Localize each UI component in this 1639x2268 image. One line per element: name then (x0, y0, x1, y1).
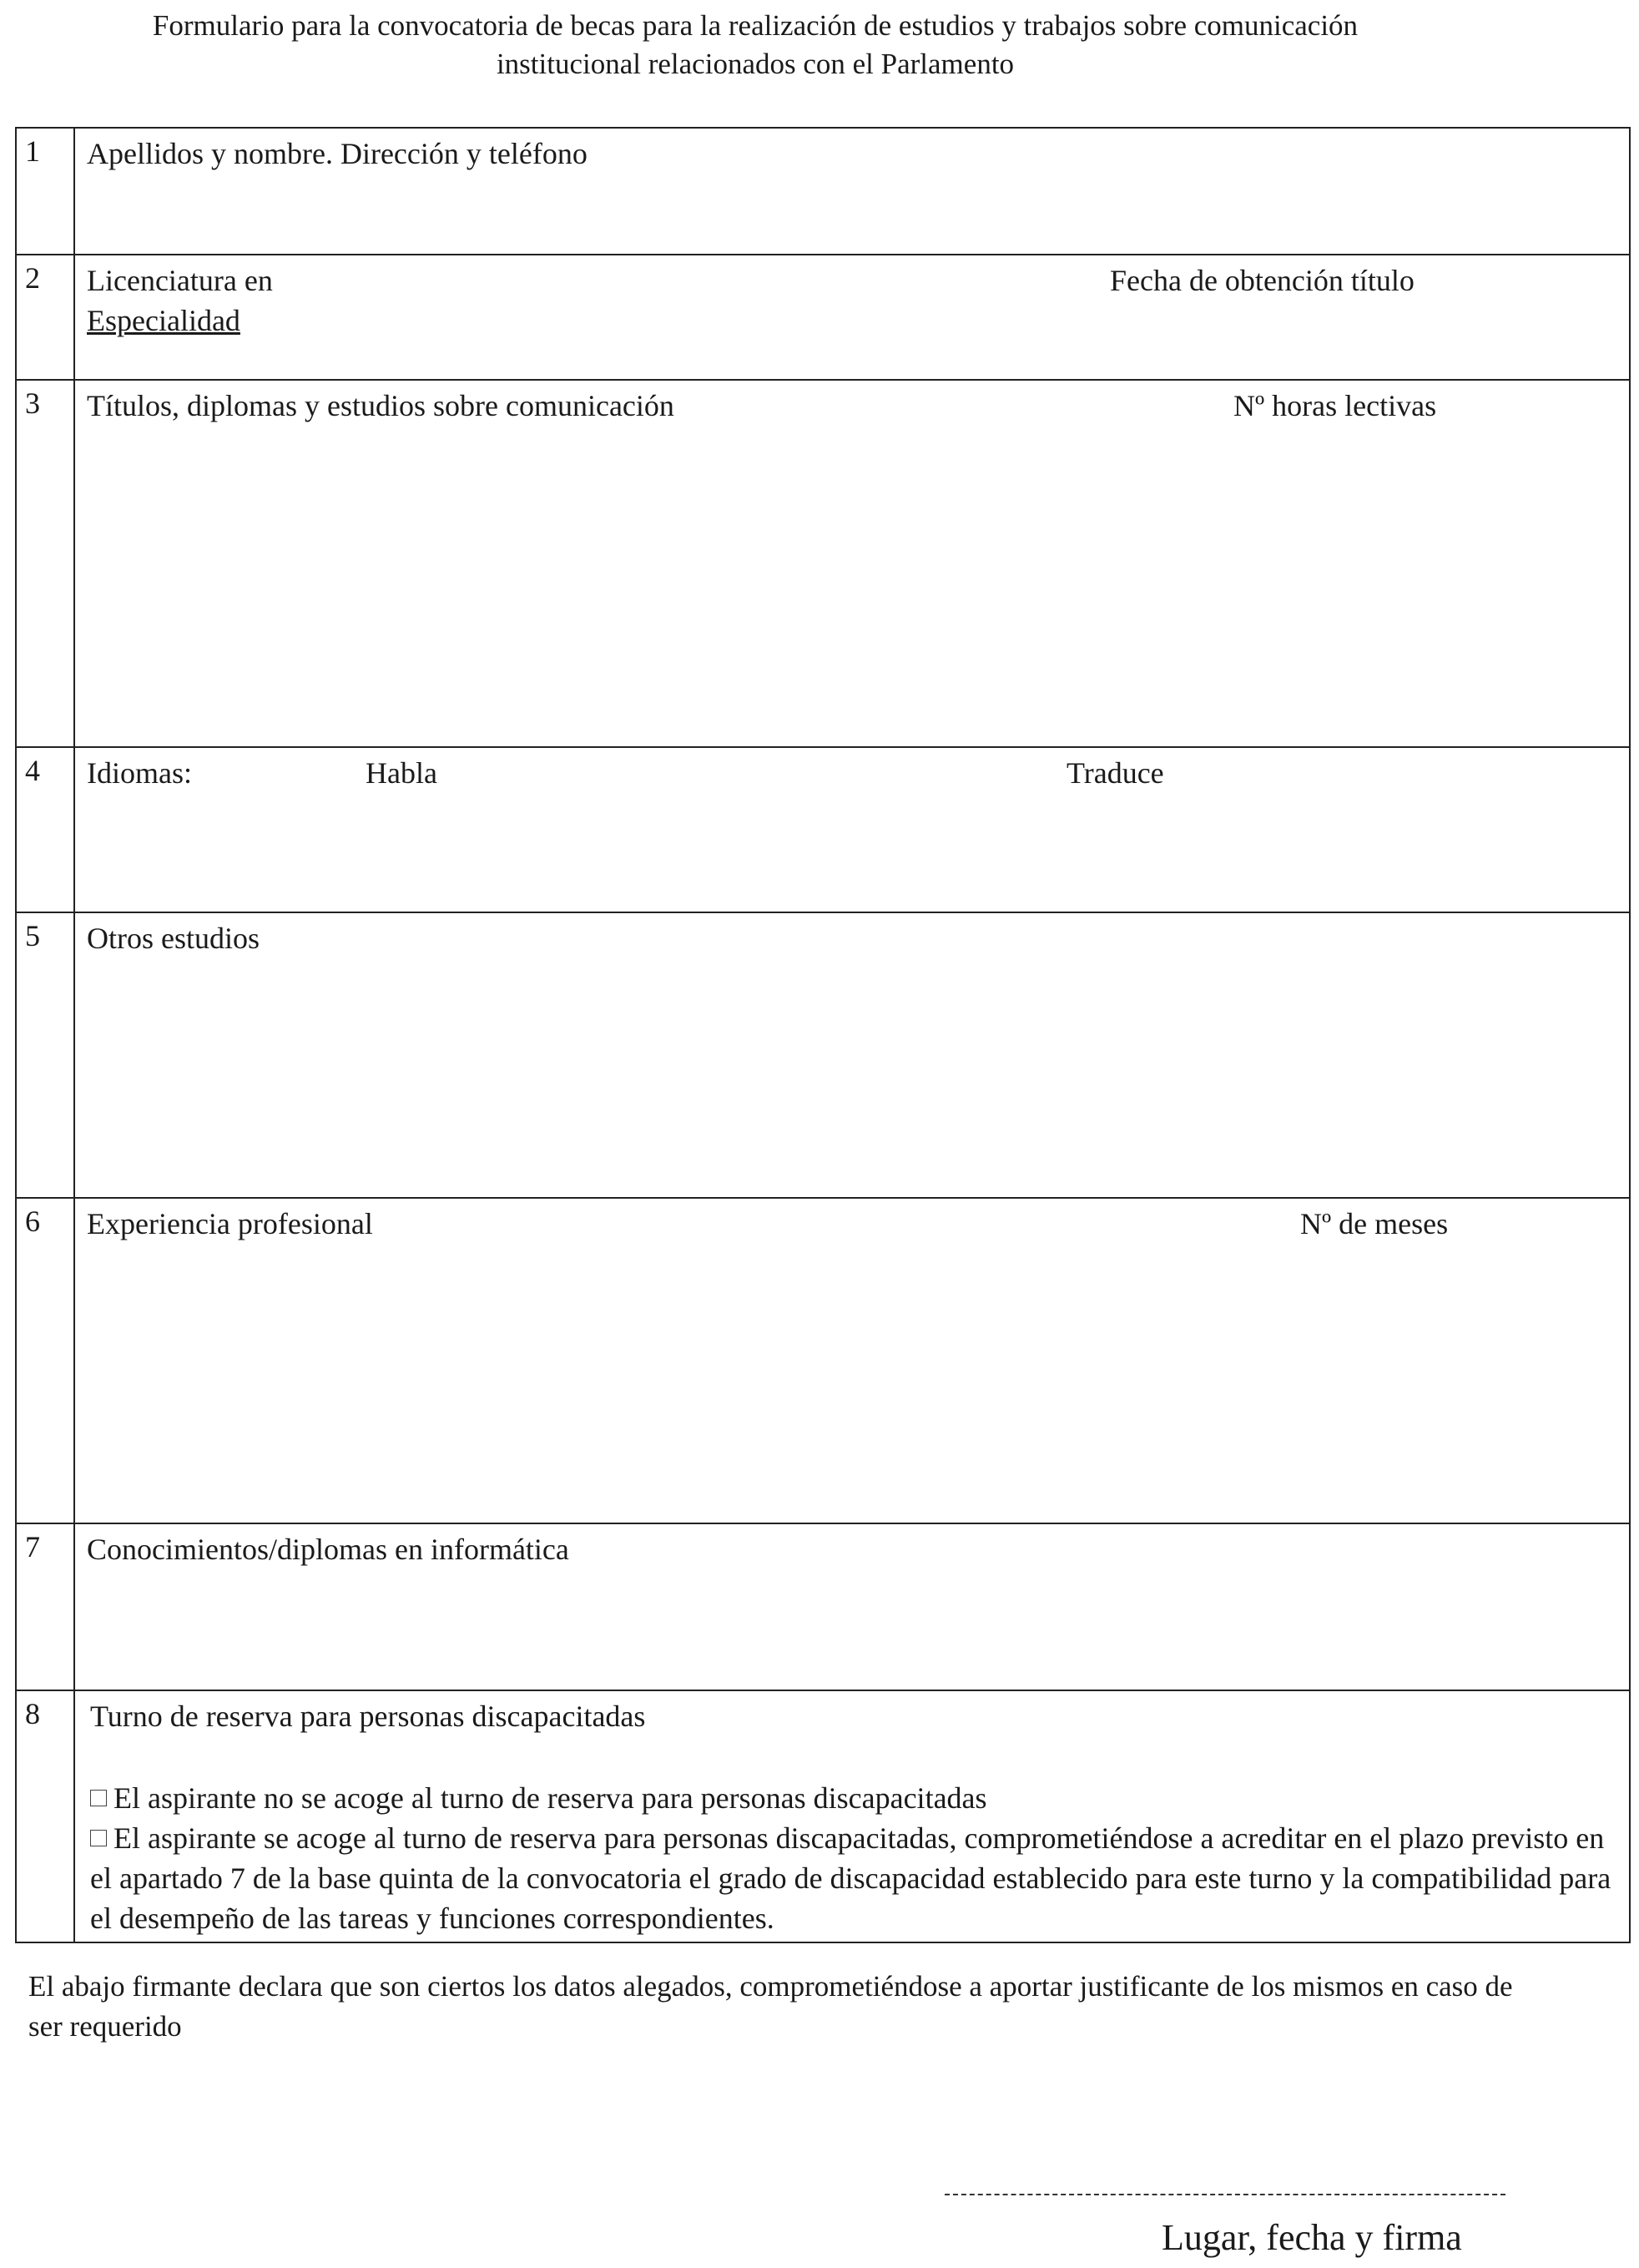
form-title (17, 7, 1494, 83)
row-content[interactable] (87, 129, 1619, 254)
form-row-8 (17, 1691, 1629, 1943)
row-number: 3 (17, 381, 75, 746)
months-label: Nº de meses (1300, 1207, 1449, 1240)
row-number: 5 (17, 913, 75, 1197)
row-number: 7 (17, 1524, 75, 1690)
reserve-option-no[interactable] (90, 1778, 1616, 1818)
row-content[interactable] (87, 1199, 1619, 1523)
computing-skills-label: Conocimientos/diplomas en informática (87, 1533, 569, 1566)
degree-label: Licenciatura en (87, 264, 273, 297)
reserve-quota-label: Turno de reserva para personas discapacitadas (90, 1700, 646, 1733)
title-line-2: institucional relacionados con el Parlamento (496, 48, 1015, 80)
row-content[interactable] (87, 913, 1619, 1197)
checkbox-no-reserve[interactable] (90, 1790, 107, 1806)
form-row-4[interactable] (17, 748, 1629, 913)
row-content (90, 1691, 1616, 1942)
row-content[interactable] (87, 1524, 1619, 1690)
speaks-label: Habla (366, 756, 437, 790)
signature-line (945, 2194, 1505, 2195)
communication-studies-label: Títulos, diplomas y estudios sobre comunicación (87, 389, 674, 422)
row-number: 4 (17, 748, 75, 912)
translates-label: Traduce (1067, 756, 1164, 790)
teaching-hours-label: Nº horas lectivas (1233, 389, 1437, 422)
form-row-1[interactable] (17, 129, 1629, 255)
other-studies-label: Otros estudios (87, 922, 260, 955)
row-content[interactable] (87, 255, 1619, 379)
title-line-1: Formulario para la convocatoria de becas para la realización de estudios y trabajos sobre comunicación (152, 9, 1359, 42)
degree-date-label: Fecha de obtención título (1110, 264, 1415, 297)
row-content[interactable] (87, 381, 1619, 746)
declaration-text: El abajo firmante declara que son ciertos los datos alegados, comprometiéndose a aportar justificante de los mismos en caso de ser requerido (28, 1970, 1513, 2043)
form-row-3[interactable] (17, 381, 1629, 748)
row-number: 1 (17, 129, 75, 254)
form-row-2[interactable] (17, 255, 1629, 381)
row-number: 6 (17, 1199, 75, 1523)
reserve-option-yes[interactable] (90, 1818, 1616, 1938)
row-content[interactable] (87, 748, 1619, 912)
row-number: 2 (17, 255, 75, 379)
reserve-option-no-text: El aspirante no se acoge al turno de reserva para personas discapacitadas (113, 1781, 987, 1815)
specialty-label: Especialidad (87, 304, 240, 337)
signature-label: Lugar, fecha y firma (1162, 2217, 1462, 2258)
professional-experience-label: Experiencia profesional (87, 1207, 373, 1240)
application-form-table (15, 127, 1631, 1943)
form-row-6[interactable] (17, 1199, 1629, 1524)
name-address-phone-label: Apellidos y nombre. Dirección y teléfono (87, 137, 588, 170)
languages-label: Idiomas: (87, 756, 192, 790)
row-number: 8 (17, 1691, 75, 1942)
form-row-5[interactable] (17, 913, 1629, 1199)
form-row-7[interactable] (17, 1524, 1629, 1691)
reserve-option-yes-text: El aspirante se acoge al turno de reserva para personas discapacitadas, comprometiéndose a acreditar en el plazo previsto en el apartado 7 de la base quinta de la convocatoria el grado de discapacidad establecido para este turno y la compatibilidad para el desempeño de las tareas y funciones correspondientes. (90, 1821, 1611, 1935)
checkbox-reserve[interactable] (90, 1830, 107, 1846)
